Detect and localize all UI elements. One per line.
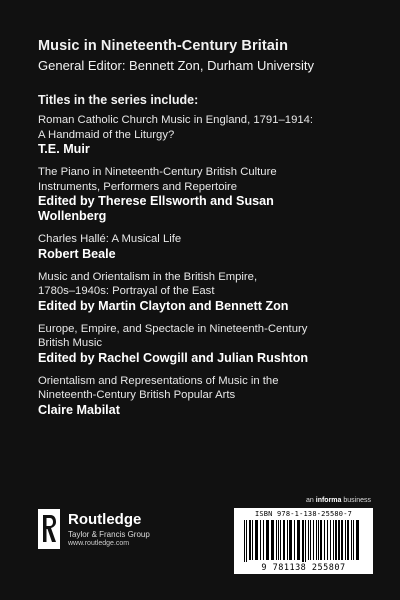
book-author: Robert Beale (38, 246, 116, 261)
book-title: Nineteenth-Century British Popular Arts (38, 389, 236, 401)
barcode-area (234, 497, 373, 574)
publisher-block (38, 509, 238, 559)
barcode-bar (297, 520, 300, 560)
book-title: The Piano in Nineteenth-Century British Culture (38, 166, 277, 178)
book-title: Roman Catholic Church Music in England, 1791–1914: (38, 114, 314, 126)
book-entry (38, 165, 378, 224)
book-title: Charles Hallé: A Musical Life (38, 233, 182, 245)
barcode-bar (338, 520, 340, 560)
barcode-bar (266, 520, 269, 560)
barcode-bar (260, 520, 261, 560)
book-author: Wollenberg (38, 209, 107, 223)
barcode-bar (313, 520, 314, 560)
barcode-bar (305, 520, 306, 562)
barcode-number: 9 781138 255807 (261, 563, 346, 573)
book-entry (38, 374, 378, 418)
routledge-r-logo-icon (38, 509, 60, 549)
barcode-bar (347, 520, 349, 560)
book-author: T.E. Muir (38, 142, 90, 156)
titles-heading: Titles in the series include: (38, 93, 199, 107)
barcode-bar (249, 520, 251, 560)
barcode-bar (255, 520, 258, 560)
barcode-bar (356, 520, 359, 560)
barcode-bar (308, 520, 309, 560)
barcode-bar (244, 520, 245, 562)
book-author: Edited by Rachel Cowgill and Julian Rushton (38, 350, 309, 365)
barcode-bar (246, 520, 247, 562)
book-title: A Handmaid of the Liturgy? (38, 128, 175, 141)
book-title: Europe, Empire, and Spectacle in Nineteenth-Century (38, 322, 308, 335)
barcode-bar (327, 520, 328, 560)
barcode (234, 508, 373, 574)
barcode-bar (302, 520, 304, 562)
book-entry (38, 322, 378, 366)
book-author: Edited by Therese Ellsworth and Susan (38, 194, 274, 208)
publisher-url: www.routledge.com (68, 540, 130, 547)
barcode-bar (341, 520, 343, 560)
barcode-bar (283, 520, 285, 560)
book-entry (38, 232, 378, 262)
barcode-bar (294, 520, 295, 560)
barcode-bar (271, 520, 274, 560)
publisher-group: Taylor & Francis Group (68, 530, 150, 539)
barcode-bar (287, 520, 288, 560)
barcode-bar (351, 520, 352, 560)
barcode-bar (316, 520, 317, 560)
barcode-bar (335, 520, 337, 560)
barcode-bar (333, 520, 334, 560)
book-author: Edited by Martin Clayton and Bennett Zon (38, 298, 289, 313)
barcode-bar (263, 520, 264, 560)
publisher-name: Routledge (68, 511, 142, 528)
barcode-bar (276, 520, 277, 560)
book-list (38, 113, 378, 426)
barcode-bar (289, 520, 292, 560)
barcode-bar (330, 520, 331, 560)
series-title: Music in Nineteenth-Century Britain (38, 38, 289, 54)
book-entry (38, 270, 378, 314)
barcode-bar (324, 520, 325, 560)
isbn-label: ISBN 978-1-138-25580-7 (254, 510, 353, 518)
book-title: Instruments, Performers and Repertoire (38, 180, 238, 193)
book-title: 1780s–1940s: Portrayal of the East (38, 285, 215, 297)
barcode-bars (244, 520, 363, 562)
barcode-bar (278, 520, 279, 560)
barcode-bar (318, 520, 319, 560)
barcode-bar (310, 520, 311, 560)
book-author: Claire Mabilat (38, 402, 120, 417)
book-title: Music and Orientalism in the British Empire, (38, 270, 258, 283)
barcode-bar (345, 520, 346, 560)
book-title: British Music (38, 337, 103, 349)
series-editor: General Editor: Bennett Zon, Durham University (38, 58, 315, 73)
barcode-bar (252, 520, 253, 560)
informa-business-mark: an informa business (306, 497, 371, 504)
barcode-bar (280, 520, 281, 560)
barcode-bar (320, 520, 322, 560)
book-entry (38, 113, 378, 157)
barcode-bar (353, 520, 354, 560)
book-title: Orientalism and Representations of Music in the (38, 374, 279, 387)
